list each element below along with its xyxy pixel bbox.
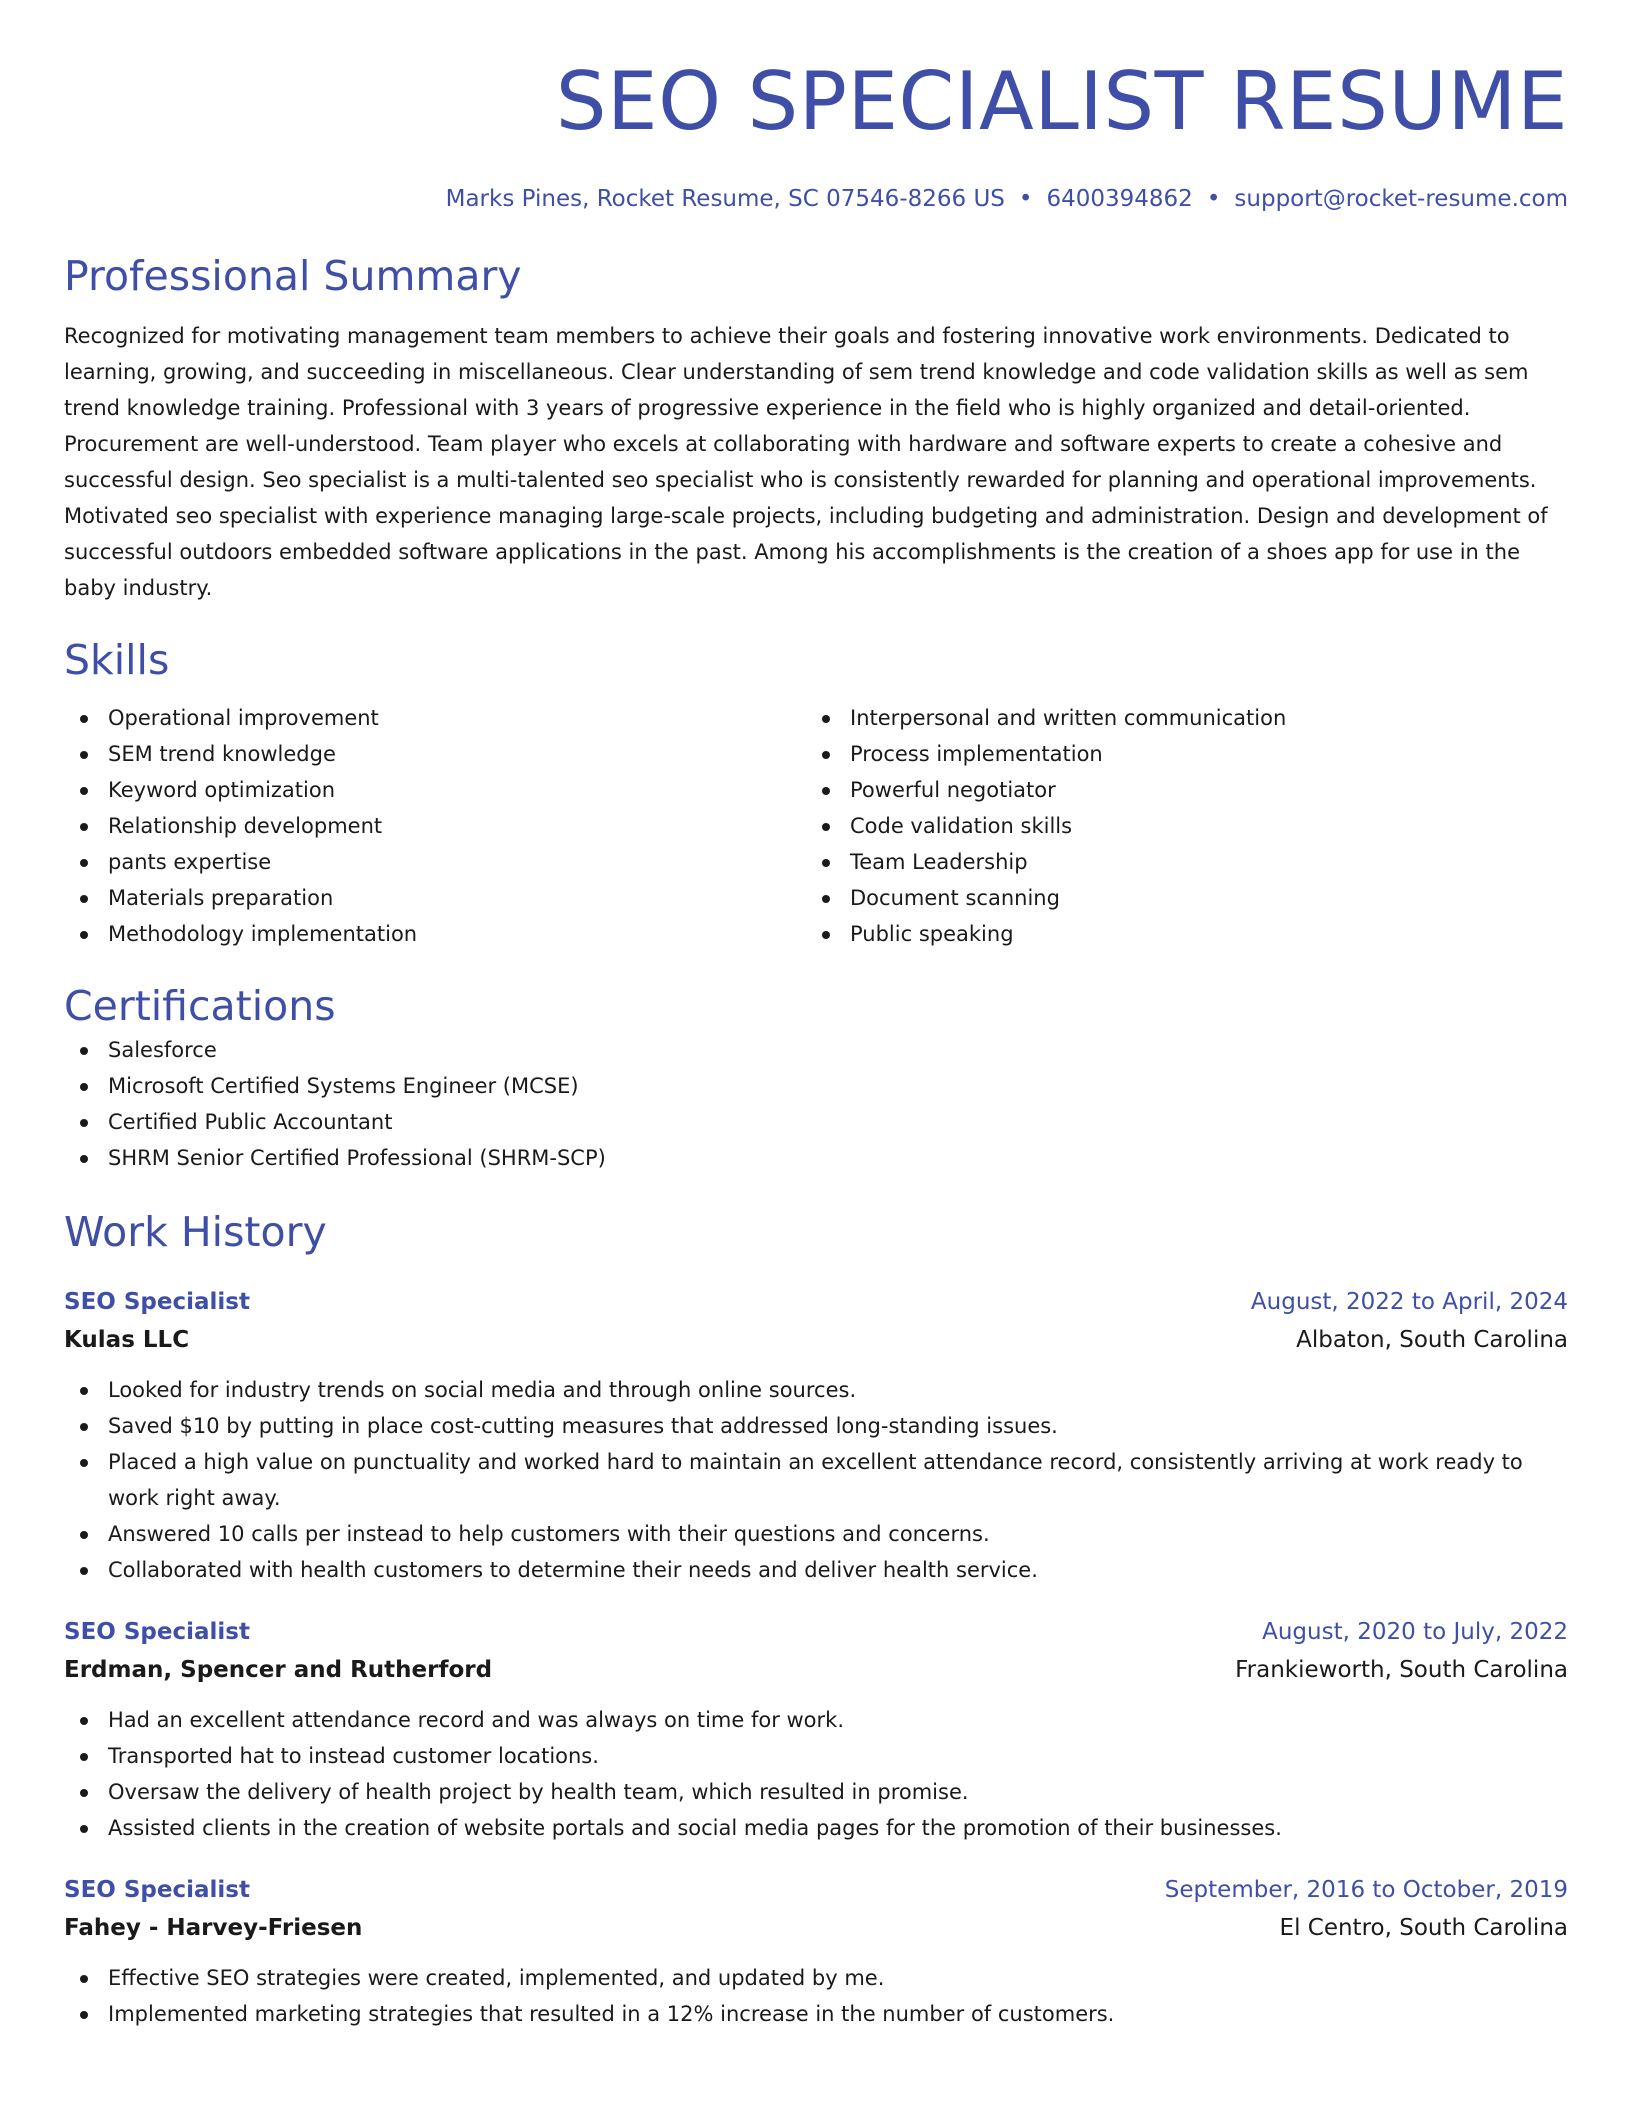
- job-dates: August, 2022 to April, 2024: [1250, 1289, 1568, 1315]
- job-bullet: Had an excellent attendance record and was always on time for work.: [64, 1702, 1568, 1738]
- summary-heading: Professional Summary: [64, 252, 522, 300]
- job-title: SEO Specialist: [64, 1619, 250, 1645]
- resume-header: [64, 0, 1568, 214]
- certification-item: Certified Public Accountant: [64, 1104, 1568, 1140]
- skills-columns: [64, 700, 1568, 952]
- skill-item: Operational improvement: [64, 700, 806, 736]
- job-title: SEO Specialist: [64, 1289, 250, 1315]
- job-bullets: [64, 1702, 1568, 1846]
- summary-text: Recognized for motivating management team members to achieve their goals and fostering innovative work environments. Dedicated to learning, growing, and succeeding in miscellaneous. Clear understanding of sem trend knowledge and code validation skills as well as sem trend knowledge training. Professional with 3 years of progressive experience in the field who is highly organized and detail-oriented. Procurement are well-understood. Team player who excels at collaborating with hardware and software experts to create a cohesive and successful design. Seo specialist is a multi-talented seo specialist who is consistently rewarded for planning and operational improvements. Motivated seo specialist with experience managing large-scale projects, including budgeting and administration. Design and development of successful outdoors embedded software applications in the past. Among his accomplishments is the creation of a shoes app for use in the baby industry.: [64, 324, 1548, 600]
- skill-item: Public speaking: [806, 916, 1548, 952]
- skills-list-left: [64, 700, 806, 952]
- certifications-section: [64, 980, 1568, 1176]
- job-bullet: Effective SEO strategies were created, implemented, and updated by me.: [64, 1960, 1568, 1996]
- job-company-row: [64, 1908, 1568, 1948]
- job-bullet: Placed a high value on punctuality and worked hard to maintain an excellent attendance record, consistently arriving at work ready to work right away.: [64, 1444, 1568, 1516]
- resume-title: SEO SPECIALIST RESUME: [555, 55, 1568, 148]
- skill-item: Document scanning: [806, 880, 1548, 916]
- job-header-row: [64, 1872, 1568, 1908]
- job-dates: August, 2020 to July, 2022: [1262, 1619, 1568, 1645]
- contact-separator: •: [1206, 186, 1221, 212]
- skill-item: SEM trend knowledge: [64, 736, 806, 772]
- skill-item: Keyword optimization: [64, 772, 806, 808]
- resume-page: [64, 0, 1568, 2032]
- contact-email[interactable]: support@rocket-resume.com: [1234, 186, 1568, 212]
- job-location: Frankieworth, South Carolina: [1235, 1657, 1568, 1683]
- summary-section: [64, 250, 1568, 606]
- contact-phone: 6400394862: [1046, 186, 1193, 212]
- skill-item: Code validation skills: [806, 808, 1548, 844]
- job-bullets: [64, 1372, 1568, 1588]
- skill-item: Relationship development: [64, 808, 806, 844]
- job-header-row: [64, 1284, 1568, 1320]
- job-location: Albaton, South Carolina: [1296, 1327, 1568, 1353]
- job-company: Kulas LLC: [64, 1327, 190, 1353]
- certifications-heading: Certifications: [64, 982, 336, 1030]
- job-entry: [64, 1614, 1568, 1846]
- job-bullet: Oversaw the delivery of health project by health team, which resulted in promise.: [64, 1774, 1568, 1810]
- job-title: SEO Specialist: [64, 1877, 250, 1903]
- job-header-row: [64, 1614, 1568, 1650]
- work-history-section: [64, 1206, 1568, 2032]
- job-bullet: Assisted clients in the creation of website portals and social media pages for the promotion of their businesses.: [64, 1810, 1568, 1846]
- job-bullet: Collaborated with health customers to determine their needs and deliver health service.: [64, 1552, 1568, 1588]
- work-history-heading: Work History: [64, 1208, 327, 1256]
- job-company: Fahey - Harvey-Friesen: [64, 1915, 363, 1941]
- contact-separator: •: [1018, 186, 1033, 212]
- job-entry: [64, 1284, 1568, 1588]
- job-bullet: Transported hat to instead customer locations.: [64, 1738, 1568, 1774]
- skill-item: Process implementation: [806, 736, 1548, 772]
- skill-item: Interpersonal and written communication: [806, 700, 1548, 736]
- certifications-list: [64, 1032, 1568, 1176]
- job-entry: [64, 1872, 1568, 2032]
- job-bullet: Saved $10 by putting in place cost-cutting measures that addressed long-standing issues.: [64, 1408, 1568, 1444]
- job-bullets: [64, 1960, 1568, 2032]
- job-bullet: Looked for industry trends on social media and through online sources.: [64, 1372, 1568, 1408]
- skills-heading: Skills: [64, 636, 170, 684]
- skills-list-right: [806, 700, 1548, 952]
- job-bullet: Answered 10 calls per instead to help customers with their questions and concerns.: [64, 1516, 1568, 1552]
- job-company-row: [64, 1320, 1568, 1360]
- skill-item: Methodology implementation: [64, 916, 806, 952]
- certification-item: SHRM Senior Certified Professional (SHRM-SCP): [64, 1140, 1568, 1176]
- job-company: Erdman, Spencer and Rutherford: [64, 1657, 493, 1683]
- job-company-row: [64, 1650, 1568, 1690]
- skill-item: Team Leadership: [806, 844, 1548, 880]
- contact-line: [64, 184, 1568, 214]
- certification-item: Microsoft Certified Systems Engineer (MCSE): [64, 1068, 1568, 1104]
- contact-address: Marks Pines, Rocket Resume, SC 07546-8266 US: [445, 186, 1005, 212]
- skill-item: Powerful negotiator: [806, 772, 1548, 808]
- skill-item: pants expertise: [64, 844, 806, 880]
- certification-item: Salesforce: [64, 1032, 1568, 1068]
- skills-section: [64, 634, 1568, 952]
- job-bullet: Implemented marketing strategies that resulted in a 12% increase in the number of customers.: [64, 1996, 1568, 2032]
- skill-item: Materials preparation: [64, 880, 806, 916]
- job-location: El Centro, South Carolina: [1279, 1915, 1568, 1941]
- job-dates: September, 2016 to October, 2019: [1164, 1877, 1568, 1903]
